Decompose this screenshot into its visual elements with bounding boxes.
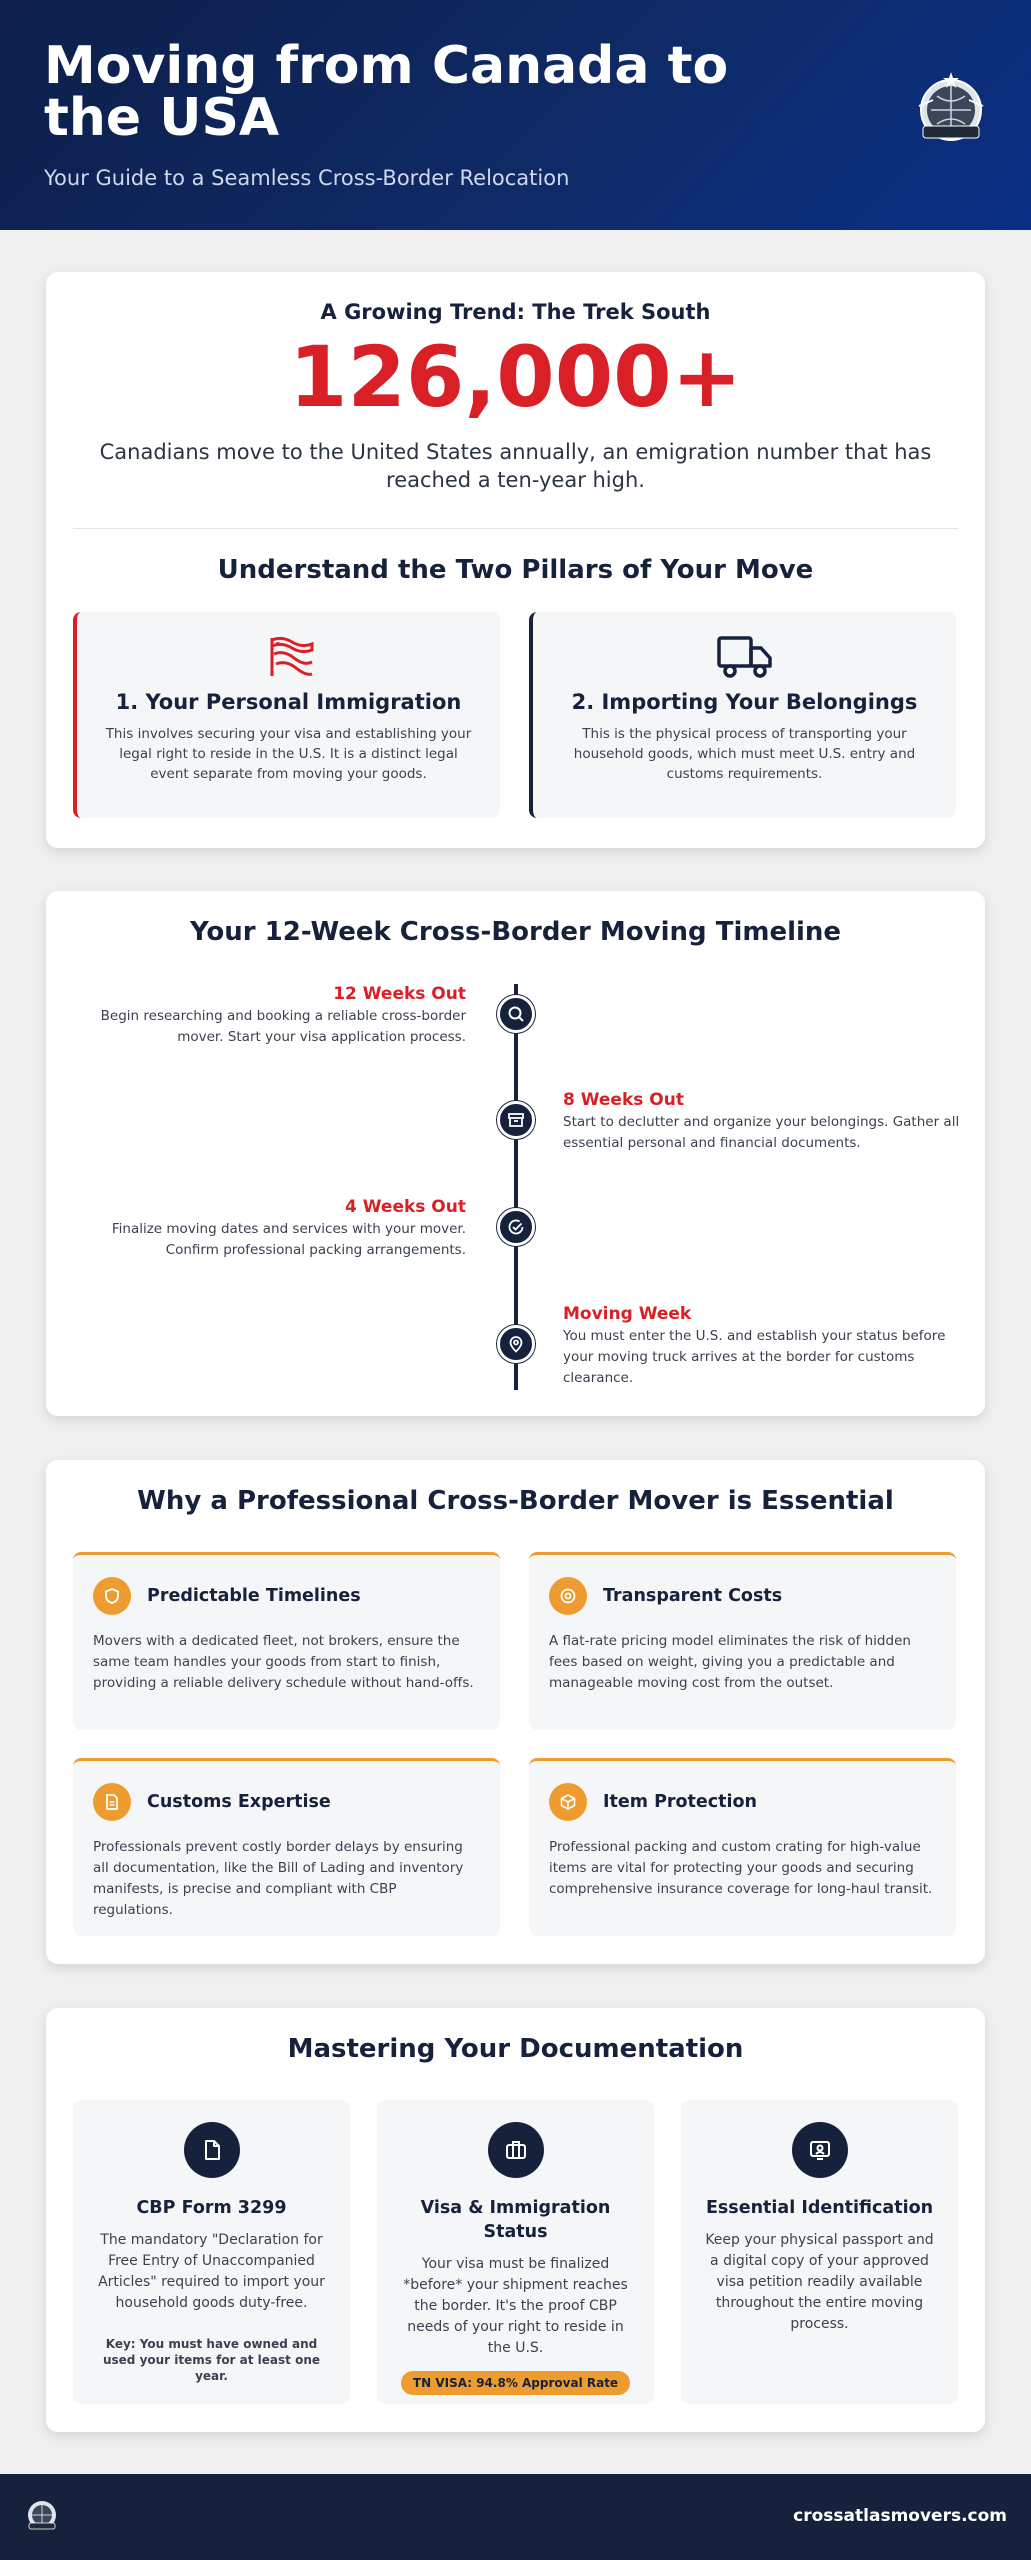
approval-rate-badge: TN VISA: 94.8% Approval Rate xyxy=(401,2371,630,2395)
section-divider xyxy=(73,528,958,529)
coin-icon xyxy=(549,1577,587,1615)
trend-number: 126,000+ xyxy=(289,328,742,426)
timeline-item xyxy=(66,984,466,1048)
pillar-description: This involves securing your visa and establishing your legal right to reside in the U.S. It is a distinct legal event separate from moving your goods. xyxy=(105,726,472,782)
document-description: The mandatory "Declaration for Free Entry of Unaccompanied Articles" required to import your household goods duty-free. xyxy=(98,2232,325,2311)
benefit-title: Transparent Costs xyxy=(603,1586,783,1606)
timeline-item-title: 8 Weeks Out xyxy=(563,1090,684,1110)
timeline-heading: Your 12-Week Cross-Border Moving Timeline xyxy=(189,917,842,947)
page-footer xyxy=(0,2474,1031,2560)
page-title: Moving from Canada to the USA xyxy=(44,36,729,148)
page-subtitle: Your Guide to a Seamless Cross-Border Relocation xyxy=(44,166,570,190)
timeline-item-title: 4 Weeks Out xyxy=(345,1197,466,1217)
search-icon xyxy=(497,995,535,1033)
trend-description: Canadians move to the United States annually, an emigration number that has reached a ten-year high. xyxy=(99,440,932,492)
pillar-title: 2. Importing Your Belongings xyxy=(571,690,918,714)
file-icon xyxy=(184,2122,240,2178)
benefit-item xyxy=(529,1552,956,1730)
timeline-card xyxy=(46,891,985,1416)
timeline-item-description: Start to declutter and organize your belongings. Gather all essential personal and financial documents. xyxy=(563,1114,960,1151)
benefit-description: Professionals prevent costly border delays by ensuring all documentation, like the Bill of Lading and inventory manifests, is precise and compliant with CBP regulations. xyxy=(93,1839,464,1918)
check-circle-icon xyxy=(497,1208,535,1246)
document-title: Visa & Immigration Status xyxy=(420,2198,611,2242)
timeline-item-title: 12 Weeks Out xyxy=(333,984,466,1004)
pillar-description: This is the physical process of transporting your household goods, which must meet U.S. entry and customs requirements. xyxy=(573,726,916,782)
trend-card xyxy=(46,272,985,848)
document-description: Keep your physical passport and a digital copy of your approved visa petition readily available throughout the entire moving process. xyxy=(705,2232,934,2332)
benefit-description: Professional packing and custom crating for high-value items are vital for protecting your goods and securing comprehensive insurance coverage for long-haul transit. xyxy=(549,1839,933,1897)
document-description: Your visa must be finalized *before* your shipment reaches the border. It's the proof CBP needs of your right to reside in the U.S. xyxy=(403,2256,628,2356)
pillar-title: 1. Your Personal Immigration xyxy=(115,690,462,714)
document-title: CBP Form 3299 xyxy=(136,2198,287,2218)
package-box-icon xyxy=(549,1783,587,1821)
documents-card xyxy=(46,2008,985,2432)
document-item xyxy=(681,2100,958,2404)
benefit-description: A flat-rate pricing model eliminates the risk of hidden fees based on weight, giving you a predictable and manageable moving cost from the outset. xyxy=(549,1633,911,1691)
timeline-item-title: Moving Week xyxy=(563,1304,692,1324)
pillar-belongings xyxy=(529,612,956,818)
benefits-heading: Why a Professional Cross-Border Mover is Essential xyxy=(137,1486,894,1516)
document-title: Essential Identification xyxy=(705,2198,934,2218)
page-header xyxy=(0,0,1031,230)
benefit-item xyxy=(73,1758,500,1936)
id-card-icon xyxy=(792,2122,848,2178)
crossatlas-logo-icon xyxy=(22,2496,62,2536)
map-pin-icon xyxy=(497,1325,535,1363)
benefit-item xyxy=(73,1552,500,1730)
documents-heading: Mastering Your Documentation xyxy=(287,2034,744,2064)
benefit-item xyxy=(529,1758,956,1936)
footer-site-link[interactable]: crossatlasmovers.com xyxy=(793,2506,1007,2526)
trend-heading: A Growing Trend: The Trek South xyxy=(320,300,711,324)
document-item xyxy=(73,2100,350,2404)
briefcase-icon xyxy=(488,2122,544,2178)
document-icon xyxy=(93,1783,131,1821)
document-item xyxy=(377,2100,654,2404)
benefit-title: Item Protection xyxy=(603,1792,758,1812)
timeline-item-description: Begin researching and booking a reliable cross-border mover. Start your visa application process. xyxy=(100,1008,466,1045)
document-key-note: Key: You must have owned and used your items for at least one year. xyxy=(102,2337,320,2383)
pillars-heading: Understand the Two Pillars of Your Move xyxy=(217,555,814,585)
us-flag-icon xyxy=(77,634,500,680)
timeline-item xyxy=(563,1090,963,1154)
benefit-description: Movers with a dedicated fleet, not brokers, ensure the same team handles your goods from start to finish, providing a reliable delivery schedule without hand-offs. xyxy=(93,1633,474,1691)
timeline-item-description: Finalize moving dates and services with your mover. Confirm professional packing arrangements. xyxy=(111,1221,466,1258)
truck-icon xyxy=(533,634,956,680)
timeline-item-description: You must enter the U.S. and establish your status before your moving truck arrives at the border for customs clearance. xyxy=(563,1328,946,1386)
shield-icon xyxy=(93,1577,131,1615)
crossatlas-logo-icon xyxy=(909,70,993,154)
timeline-item xyxy=(66,1197,466,1261)
archive-box-icon xyxy=(497,1101,535,1139)
benefit-title: Customs Expertise xyxy=(147,1792,331,1812)
benefits-card xyxy=(46,1460,985,1964)
timeline-item xyxy=(563,1304,963,1389)
pillar-immigration xyxy=(73,612,500,818)
benefit-title: Predictable Timelines xyxy=(147,1586,361,1606)
